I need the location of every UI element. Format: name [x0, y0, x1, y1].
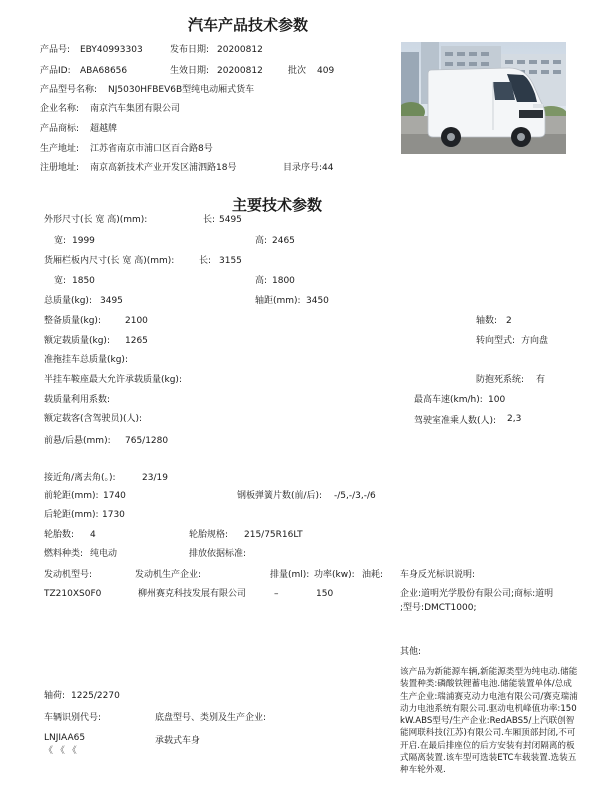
- cargo-width-label: 宽:: [54, 276, 67, 286]
- overhang-label: 前悬/后悬(mm):: [44, 436, 111, 446]
- cargo-height-label: 高:: [255, 276, 268, 286]
- max-speed-value: 100: [488, 395, 506, 405]
- cab-passengers-label: 驾驶室准乘人数(人):: [414, 416, 497, 426]
- tires-value: 4: [90, 530, 96, 540]
- engine-model-value: TZ210XS0F0: [44, 589, 102, 599]
- engine-maker-value: 柳州赛克科技发展有限公司: [138, 589, 247, 599]
- cargo-length-label: 长:: [199, 256, 212, 266]
- rated-passengers-label: 额定载客(含驾驶员)(人):: [44, 414, 143, 424]
- outer-width-value: 1999: [72, 236, 95, 246]
- outer-height-label: 高:: [255, 236, 268, 246]
- outer-dimension-label: 外形尺寸(长 宽 高)(mm):: [44, 215, 148, 225]
- front-track-label: 前轮距(mm):: [44, 491, 99, 501]
- registered-address-value: 南京高新技术产业开发区浦泗路18号: [90, 163, 237, 173]
- overhang-value: 765/1280: [125, 436, 169, 446]
- outer-length-label: 长:: [203, 215, 216, 225]
- power-header: 功率(kw):: [314, 570, 355, 580]
- production-address-label: 生产地址:: [40, 144, 80, 154]
- max-speed-label: 最高车速(km/h):: [414, 395, 483, 405]
- steering-label: 转向型式:: [476, 336, 516, 346]
- rear-track-value: 1730: [102, 510, 125, 520]
- axles-value: 2: [506, 316, 512, 326]
- load-utilization-label: 载质量利用系数:: [44, 395, 111, 405]
- power-value: 150: [316, 589, 334, 599]
- gross-mass-value: 3495: [100, 296, 123, 306]
- catalog-no-label: 目录序号:: [283, 163, 323, 173]
- model-label: 产品型号名称:: [40, 85, 98, 95]
- wheelbase-value: 3450: [306, 296, 329, 306]
- cargo-width-value: 1850: [72, 276, 95, 286]
- catalog-no-value: 44: [322, 163, 334, 173]
- reflector-label: 车身反光标识说明:: [400, 570, 476, 580]
- displacement-header: 排量(ml):: [270, 570, 310, 580]
- fuel-value: 纯电动: [90, 549, 118, 559]
- tires-label: 轮胎数:: [44, 530, 75, 540]
- axle-load-label: 轴荷:: [44, 691, 66, 701]
- rated-load-value: 1265: [125, 336, 148, 346]
- fuel-label: 燃料种类:: [44, 549, 84, 559]
- registered-address-label: 注册地址:: [40, 163, 80, 173]
- spring-value: -/5,-/3,-/6: [334, 491, 376, 501]
- cargo-height-value: 1800: [272, 276, 295, 286]
- rated-load-label: 额定载质量(kg):: [44, 336, 110, 346]
- wheelbase-label: 轴距(mm):: [255, 296, 301, 306]
- other-text: 该产品为新能源车辆,新能源类型为纯电动.储能装置种类:磷酸铁锂蓄电池.储能装置单体/总成生产企业:瑞浦赛克动力电池有限公司/赛克瑞浦动力电池系统有限公司.驱动电机峰值功率:150kW.ABS型号/生产企业:RedABS5/上汽联创智能网联科技(江苏)有限公司.车厢顶部封闭,不可开启.在最后排座位的后方安装有封闭隔离的板式隔离装置.该车型可选装ETC车载装置.选装五种车轮外观.: [400, 667, 578, 776]
- company-value: 南京汽车集团有限公司: [90, 104, 181, 114]
- outer-width-label: 宽:: [54, 236, 67, 246]
- chassis-label: 底盘型号、类别及生产企业:: [155, 713, 267, 723]
- chassis-value: 承载式车身: [155, 736, 201, 746]
- product-no-value: EBY40993303: [80, 45, 143, 55]
- antilock-label: 防抱死系统:: [476, 375, 525, 385]
- fuel-consumption-header: 油耗:: [362, 570, 384, 580]
- curb-mass-value: 2100: [125, 316, 148, 326]
- displacement-value: –: [274, 589, 279, 599]
- gross-mass-label: 总质量(kg):: [44, 296, 92, 306]
- steering-value: 方向盘: [521, 336, 549, 346]
- tire-spec-label: 轮胎规格:: [189, 530, 229, 540]
- cab-passengers-value: 2,3: [507, 414, 522, 424]
- tire-spec-value: 215/75R16LT: [244, 530, 303, 540]
- section-title: 主要技术参数: [232, 196, 323, 214]
- outer-height-value: 2465: [272, 236, 295, 246]
- antilock-value: 有: [536, 375, 546, 385]
- front-track-value: 1740: [103, 491, 126, 501]
- trailer-mass-label: 准拖挂车总质量(kg):: [44, 355, 128, 365]
- company-label: 企业名称:: [40, 104, 80, 114]
- brand-value: 超越牌: [90, 124, 118, 134]
- cargo-dimension-label: 货厢栏板内尺寸(长 宽 高)(mm):: [44, 256, 175, 266]
- vin-marks: 《 《 《: [44, 746, 77, 756]
- engine-model-header: 发动机型号:: [44, 570, 93, 580]
- spring-label: 钢板弹簧片数(前/后):: [237, 491, 323, 501]
- batch-label: 批次: [288, 66, 307, 76]
- approach-angle-label: 接近角/离去角(。):: [44, 473, 116, 483]
- reflector-text-line2: ;型号:DMCT1000;: [400, 603, 477, 613]
- release-date-value: 20200812: [217, 45, 263, 55]
- axles-label: 轴数:: [476, 316, 498, 326]
- vin-label: 车辆识别代号:: [44, 713, 102, 723]
- brand-label: 产品商标:: [40, 124, 80, 134]
- release-date-label: 发布日期:: [170, 45, 210, 55]
- product-no-label: 产品号:: [40, 45, 71, 55]
- axle-load-value: 1225/2270: [71, 691, 120, 701]
- rear-track-label: 后轮距(mm):: [44, 510, 99, 520]
- emission-label: 排放依据标准:: [189, 549, 247, 559]
- document-title: 汽车产品技术参数: [188, 16, 309, 34]
- engine-maker-header: 发动机生产企业:: [135, 570, 202, 580]
- outer-length-value: 5495: [219, 215, 242, 225]
- effective-date-value: 20200812: [217, 66, 263, 76]
- batch-value: 409: [317, 66, 335, 76]
- product-id-label: 产品ID:: [40, 66, 71, 76]
- saddle-mass-label: 半挂车鞍座最大允许承载质量(kg):: [44, 375, 182, 385]
- other-label: 其他:: [400, 647, 422, 657]
- product-id-value: ABA68656: [80, 66, 128, 76]
- production-address-value: 江苏省南京市浦口区百合路8号: [90, 144, 213, 154]
- vin-value: LNJIAA65: [44, 733, 86, 743]
- cargo-length-value: 3155: [219, 256, 242, 266]
- approach-angle-value: 23/19: [142, 473, 168, 483]
- reflector-text-line1: 企业:道明光学股份有限公司;商标:道明: [400, 589, 554, 599]
- van-photo-icon: [401, 42, 566, 154]
- curb-mass-label: 整备质量(kg):: [44, 316, 101, 326]
- model-value: NJ5030HFBEV6B型纯电动厢式货车: [108, 85, 255, 95]
- effective-date-label: 生效日期:: [170, 66, 210, 76]
